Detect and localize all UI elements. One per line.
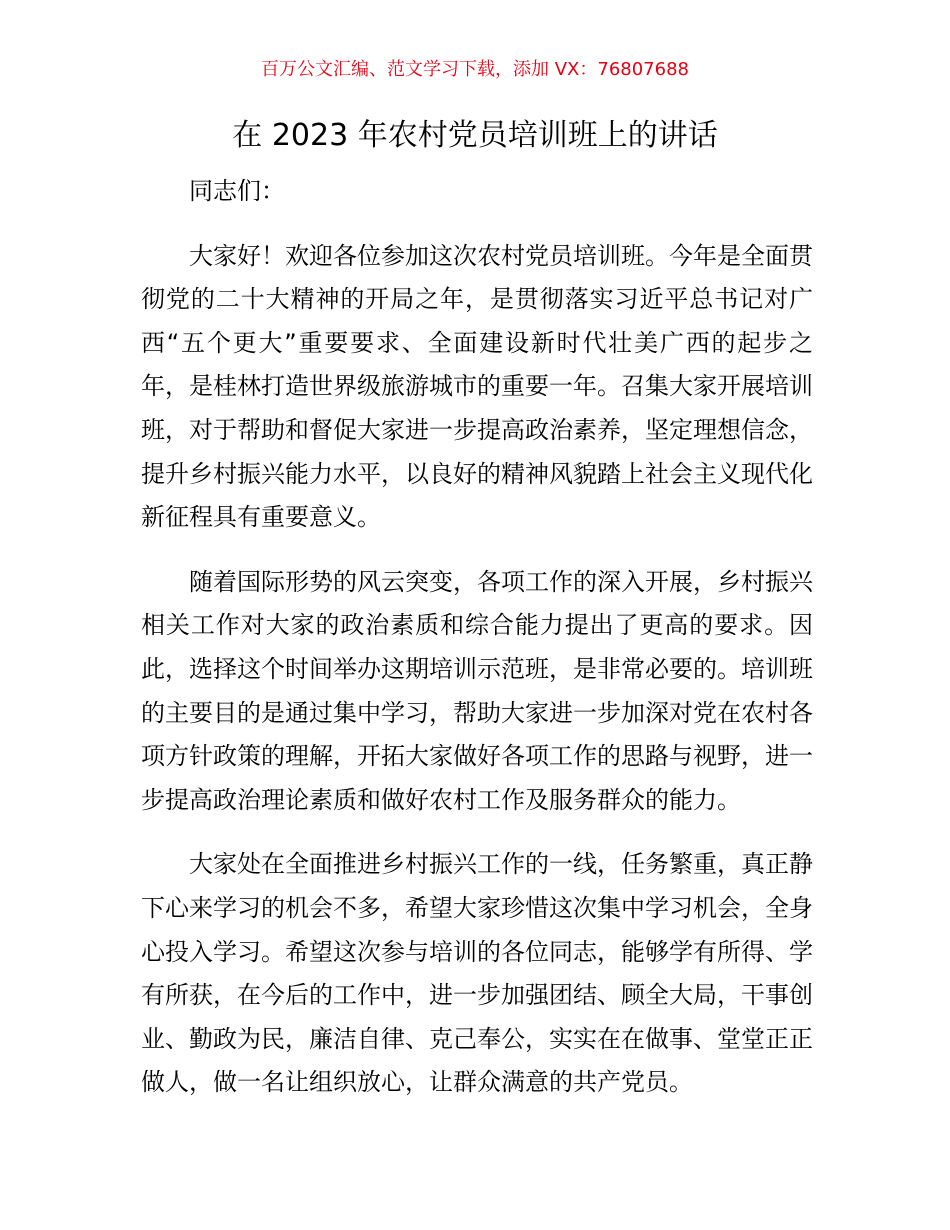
header-note: 百万公文汇编、范文学习下载，添加 VX：76807688 — [261, 59, 689, 80]
document-title: 在 2023 年农村党员培训班上的讲话 — [232, 118, 718, 153]
paragraph: 大家处在全面推进乡村振兴工作的一线，任务繁重，真正静下心来学习的机会不多，希望大家珍惜这次集中学习机会，全身心投入学习。希望这次参与培训的各位同志，能够学有所得、学有所获，在今后的工作中，进一步加强团结、顾全大局，干事创业、勤政为民，廉洁自律、克己奉公，实实在在做事、堂堂正正做人，做一名让组织放心，让群众满意的共产党员。 — [141, 850, 813, 1097]
document-body — [141, 170, 813, 1126]
paragraph: 大家好！欢迎各位参加这次农村党员培训班。今年是全面贯彻党的二十大精神的开局之年，是贯彻落实习近平总书记对广西“五个更大”重要要求、全面建设新时代壮美广西的起步之年，是桂林打造世界级旅游城市的重要一年。召集大家开展培训班，对于帮助和督促大家进一步提高政治素养，坚定理想信念，提升乡村振兴能力水平，以良好的精神风貌踏上社会主义现代化新征程具有重要意义。 — [141, 241, 813, 532]
paragraph: 随着国际形势的风云突变，各项工作的深入开展，乡村振兴相关工作对大家的政治素质和综合能力提出了更高的要求。因此，选择这个时间举办这期培训示范班，是非常必要的。培训班的主要目的是通过集中学习，帮助大家进一步加深对党在农村各项方针政策的理解，开拓大家做好各项工作的思路与视野，进一步提高政治理论素质和做好农村工作及服务群众的能力。 — [141, 567, 813, 814]
salutation: 同志们： — [189, 177, 285, 205]
